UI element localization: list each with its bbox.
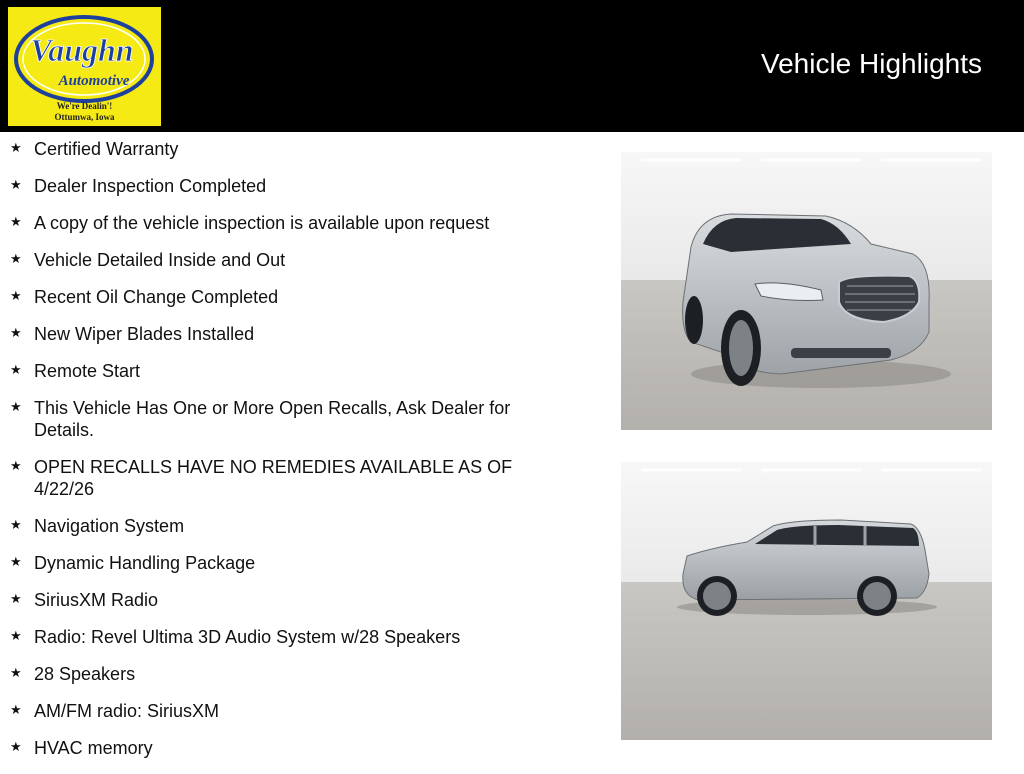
feature-text: New Wiper Blades Installed: [34, 324, 255, 344]
star-icon: ★: [10, 702, 22, 717]
feature-item: [10, 138, 570, 160]
star-icon: ★: [10, 739, 22, 754]
feature-text: Remote Start: [34, 361, 141, 381]
feature-item: [10, 456, 570, 500]
feature-item: [10, 552, 570, 574]
feature-text: SiriusXM Radio: [34, 590, 159, 610]
feature-text: AM/FM radio: SiriusXM: [34, 701, 220, 721]
logo-location: Ottumwa, Iowa: [54, 112, 115, 122]
feature-item: [10, 700, 570, 722]
header-bar: [0, 0, 1024, 132]
star-icon: ★: [10, 214, 22, 229]
feature-item: [10, 249, 570, 271]
logo-brand: Vaughn: [30, 32, 134, 68]
feature-item: [10, 397, 570, 441]
star-icon: ★: [10, 591, 22, 606]
star-icon: ★: [10, 628, 22, 643]
star-icon: ★: [10, 554, 22, 569]
feature-item: [10, 589, 570, 611]
star-icon: ★: [10, 665, 22, 680]
star-icon: ★: [10, 251, 22, 266]
feature-text: 28 Speakers: [34, 664, 136, 684]
logo-sub: Automotive: [58, 73, 130, 89]
feature-item: [10, 286, 570, 308]
feature-item: [10, 663, 570, 685]
feature-text: Radio: Revel Ultima 3D Audio System w/28 Speakers: [34, 627, 461, 647]
star-icon: ★: [10, 325, 22, 340]
feature-text: Dynamic Handling Package: [34, 553, 256, 573]
feature-text: OPEN RECALLS HAVE NO REMEDIES AVAILABLE AS OF 4/22/26: [34, 457, 513, 499]
feature-item: [10, 737, 570, 759]
feature-item: [10, 323, 570, 345]
feature-text: A copy of the vehicle inspection is available upon request: [34, 213, 490, 233]
feature-text: Recent Oil Change Completed: [34, 287, 279, 307]
feature-text: Navigation System: [34, 516, 185, 536]
feature-item: [10, 212, 570, 234]
vehicle-photo-front: [621, 152, 992, 430]
feature-list: [10, 138, 570, 774]
star-icon: ★: [10, 177, 22, 192]
feature-item: [10, 175, 570, 197]
star-icon: ★: [10, 140, 22, 155]
feature-text: Certified Warranty: [34, 139, 179, 159]
logo-tagline: We're Dealin'!: [56, 101, 113, 111]
feature-text: This Vehicle Has One or More Open Recalls, Ask Dealer for Details.: [34, 398, 511, 440]
vehicle-photo-side: [621, 462, 992, 740]
star-icon: ★: [10, 458, 22, 473]
feature-item: [10, 360, 570, 382]
page-title: Vehicle Highlights: [760, 48, 982, 79]
feature-text: Dealer Inspection Completed: [34, 176, 267, 196]
feature-text: Vehicle Detailed Inside and Out: [34, 250, 286, 270]
star-icon: ★: [10, 288, 22, 303]
star-icon: ★: [10, 362, 22, 377]
feature-text: HVAC memory: [34, 738, 153, 758]
feature-item: [10, 515, 570, 537]
star-icon: ★: [10, 517, 22, 532]
star-icon: ★: [10, 399, 22, 414]
dealer-logo: [8, 7, 161, 126]
feature-item: [10, 626, 570, 648]
